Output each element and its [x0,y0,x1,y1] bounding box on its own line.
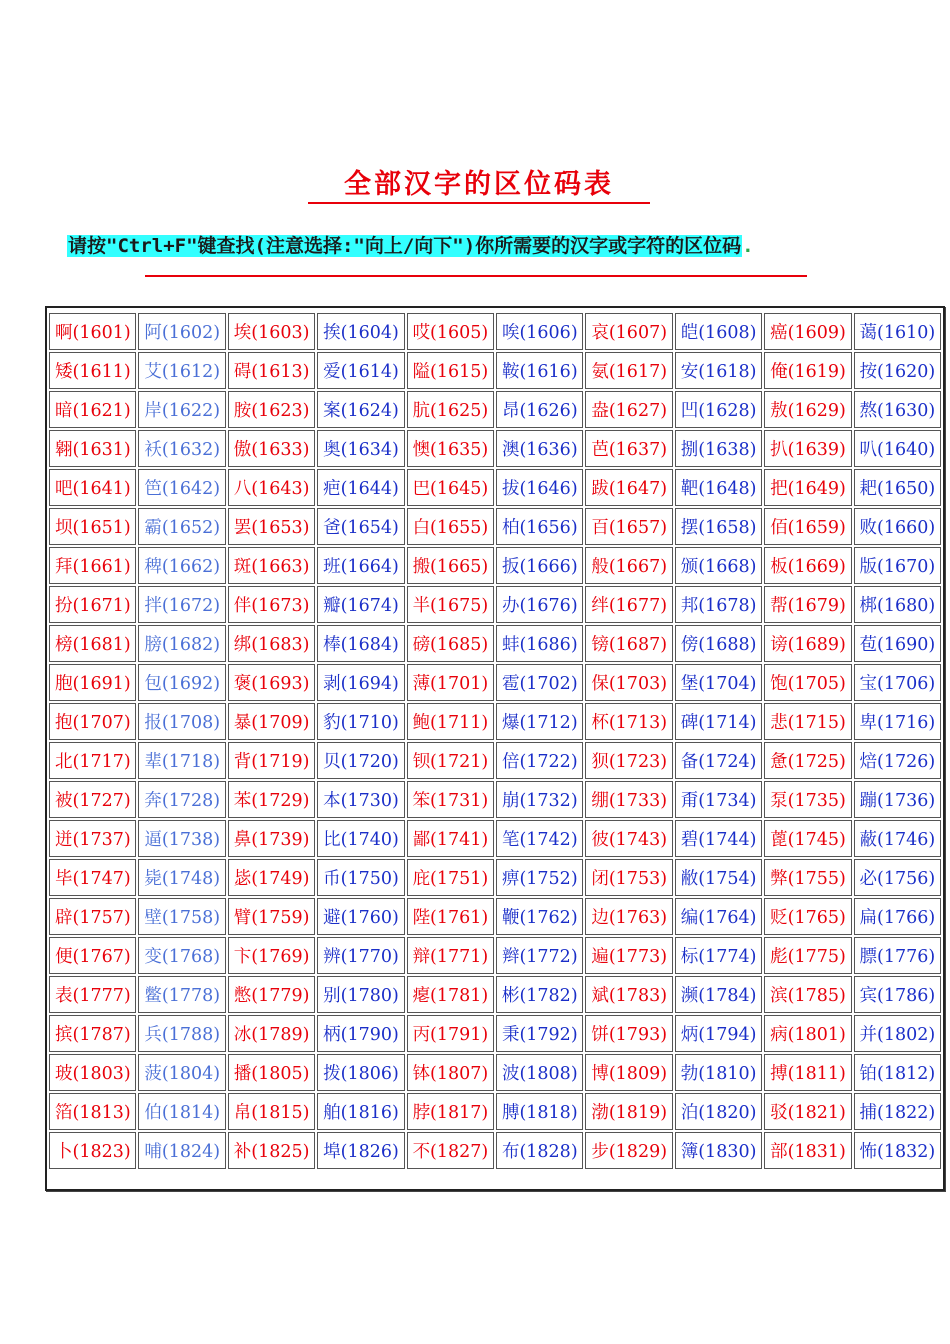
table-cell: 碧(1744) [675,820,762,857]
table-cell: 埠(1826) [317,1132,404,1169]
table-cell: 埃(1603) [228,313,315,350]
table-cell: 板(1669) [764,547,851,584]
table-cell: 胞(1691) [49,664,136,701]
table-cell: 拨(1806) [317,1054,404,1091]
table-cell: 棒(1684) [317,625,404,662]
table-cell: 奥(1634) [317,430,404,467]
table-cell: 陛(1761) [407,898,494,935]
instruction-trailing-dot: . [742,235,754,257]
table-cell: 宝(1706) [854,664,941,701]
table-cell: 悲(1715) [764,703,851,740]
table-row [49,1093,941,1130]
table-cell: 鞭(1762) [496,898,583,935]
table-cell: 辈(1718) [138,742,225,779]
table-cell: 八(1643) [228,469,315,506]
table-cell: 蚌(1686) [496,625,583,662]
table-cell: 辫(1772) [496,937,583,974]
table-cell: 惫(1725) [764,742,851,779]
table-cell: 宾(1786) [854,976,941,1013]
table-cell: 脖(1817) [407,1093,494,1130]
table-cell: 彪(1775) [764,937,851,974]
table-cell: 摈(1787) [49,1015,136,1052]
table-cell: 膊(1818) [496,1093,583,1130]
table-cell: 捌(1638) [675,430,762,467]
table-cell: 菠(1804) [138,1054,225,1091]
table-cell: 傍(1688) [675,625,762,662]
table-cell: 标(1774) [675,937,762,974]
table-cell: 玻(1803) [49,1054,136,1091]
table-cell: 遍(1773) [585,937,672,974]
table-cell: 憋(1779) [228,976,315,1013]
table-cell: 波(1808) [496,1054,583,1091]
table-cell: 补(1825) [228,1132,315,1169]
table-cell: 哺(1824) [138,1132,225,1169]
table-cell: 播(1805) [228,1054,315,1091]
table-cell: 敝(1754) [675,859,762,896]
table-cell: 鲍(1711) [407,703,494,740]
table-row [49,1132,941,1169]
table-cell: 暗(1621) [49,391,136,428]
table-cell: 不(1827) [407,1132,494,1169]
table-cell: 耙(1650) [854,469,941,506]
table-cell: 奔(1728) [138,781,225,818]
table-cell: 鄙(1741) [407,820,494,857]
table-cell: 办(1676) [496,586,583,623]
table-cell: 步(1829) [585,1132,672,1169]
table-row [49,586,941,623]
table-cell: 肮(1625) [407,391,494,428]
table-cell: 爸(1654) [317,508,404,545]
table-cell: 北(1717) [49,742,136,779]
table-cell: 镑(1687) [585,625,672,662]
table-cell: 辨(1770) [317,937,404,974]
table-cell: 按(1620) [854,352,941,389]
table-cell: 巴(1645) [407,469,494,506]
table-cell: 渤(1819) [585,1093,672,1130]
table-cell: 拔(1646) [496,469,583,506]
table-cell: 膘(1776) [854,937,941,974]
table-cell: 磅(1685) [407,625,494,662]
table-cell: 卑(1716) [854,703,941,740]
table-cell: 吧(1641) [49,469,136,506]
table-cell: 半(1675) [407,586,494,623]
table-cell: 翱(1631) [49,430,136,467]
table-cell: 疤(1644) [317,469,404,506]
table-cell: 稗(1662) [138,547,225,584]
table-cell: 狈(1723) [585,742,672,779]
table-cell: 闭(1753) [585,859,672,896]
table-cell: 啊(1601) [49,313,136,350]
table-cell: 报(1708) [138,703,225,740]
table-cell: 敖(1629) [764,391,851,428]
table-cell: 簿(1830) [675,1132,762,1169]
table-row [49,313,941,350]
table-cell: 贝(1720) [317,742,404,779]
table-cell: 暴(1709) [228,703,315,740]
table-cell: 丙(1791) [407,1015,494,1052]
table-cell: 柄(1790) [317,1015,404,1052]
table-cell: 比(1740) [317,820,404,857]
table-cell: 扁(1766) [854,898,941,935]
table-cell: 冰(1789) [228,1015,315,1052]
table-cell: 柏(1656) [496,508,583,545]
table-cell: 驳(1821) [764,1093,851,1130]
table-cell: 碍(1613) [228,352,315,389]
table-cell: 岸(1622) [138,391,225,428]
table-cell: 傲(1633) [228,430,315,467]
table-cell: 矮(1611) [49,352,136,389]
table-cell: 帮(1679) [764,586,851,623]
table-row [49,859,941,896]
table-row [49,820,941,857]
table-cell: 炳(1794) [675,1015,762,1052]
table-cell: 蔽(1746) [854,820,941,857]
table-cell: 扮(1671) [49,586,136,623]
table-cell: 怖(1832) [854,1132,941,1169]
table-cell: 佰(1659) [764,508,851,545]
table-cell: 皑(1608) [675,313,762,350]
table-row [49,391,941,428]
table-cell: 霸(1652) [138,508,225,545]
table-row [49,469,941,506]
table-cell: 布(1828) [496,1132,583,1169]
table-cell: 俺(1619) [764,352,851,389]
table-cell: 贬(1765) [764,898,851,935]
table-cell: 谤(1689) [764,625,851,662]
table-row [49,430,941,467]
table-cell: 箔(1813) [49,1093,136,1130]
table-cell: 白(1655) [407,508,494,545]
table-cell: 苞(1690) [854,625,941,662]
table-cell: 爱(1614) [317,352,404,389]
table-row [49,547,941,584]
table-row [49,703,941,740]
table-cell: 唉(1606) [496,313,583,350]
table-cell: 颁(1668) [675,547,762,584]
table-cell: 钵(1807) [407,1054,494,1091]
table-cell: 甭(1734) [675,781,762,818]
table-row [49,781,941,818]
table-cell: 芭(1637) [585,430,672,467]
table-cell: 蔼(1610) [854,313,941,350]
table-row [49,898,941,935]
table-cell: 笔(1742) [496,820,583,857]
table-cell: 捕(1822) [854,1093,941,1130]
table-cell: 弊(1755) [764,859,851,896]
table-cell: 包(1692) [138,664,225,701]
table-cell: 绑(1683) [228,625,315,662]
table-cell: 雹(1702) [496,664,583,701]
table-cell: 盎(1627) [585,391,672,428]
table-cell: 拌(1672) [138,586,225,623]
table-row [49,664,941,701]
table-cell: 辩(1771) [407,937,494,974]
table-cell: 毕(1747) [49,859,136,896]
table-cell: 钡(1721) [407,742,494,779]
table-cell: 病(1801) [764,1015,851,1052]
table-cell: 苯(1729) [228,781,315,818]
table-cell: 壁(1758) [138,898,225,935]
table-cell: 逼(1738) [138,820,225,857]
table-cell: 焙(1726) [854,742,941,779]
table-cell: 搬(1665) [407,547,494,584]
table-cell: 倍(1722) [496,742,583,779]
table-cell: 般(1667) [585,547,672,584]
table-cell: 瘪(1781) [407,976,494,1013]
table-cell: 泵(1735) [764,781,851,818]
table-cell: 昂(1626) [496,391,583,428]
table-cell: 败(1660) [854,508,941,545]
table-cell: 笨(1731) [407,781,494,818]
table-cell: 鼻(1739) [228,820,315,857]
table-cell: 艾(1612) [138,352,225,389]
table-cell: 抱(1707) [49,703,136,740]
page-title: 全部汉字的区位码表 [308,168,650,204]
table-cell: 褒(1693) [228,664,315,701]
table-cell: 兵(1788) [138,1015,225,1052]
table-cell: 凹(1628) [675,391,762,428]
table-cell: 靶(1648) [675,469,762,506]
table-cell: 隘(1615) [407,352,494,389]
table-cell: 卞(1769) [228,937,315,974]
table-cell: 梆(1680) [854,586,941,623]
table-cell: 澳(1636) [496,430,583,467]
table-cell: 别(1780) [317,976,404,1013]
table-cell: 案(1624) [317,391,404,428]
table-cell: 版(1670) [854,547,941,584]
table-cell: 瓣(1674) [317,586,404,623]
table-cell: 豹(1710) [317,703,404,740]
table-cell: 碑(1714) [675,703,762,740]
divider-line [145,275,807,277]
table-cell: 绷(1733) [585,781,672,818]
table-cell: 保(1703) [585,664,672,701]
table-cell: 挨(1604) [317,313,404,350]
table-cell: 彬(1782) [496,976,583,1013]
table-row [49,625,941,662]
table-cell: 榜(1681) [49,625,136,662]
table-cell: 并(1802) [854,1015,941,1052]
table-cell: 泊(1820) [675,1093,762,1130]
table-cell: 避(1760) [317,898,404,935]
table-cell: 斑(1663) [228,547,315,584]
table-cell: 懊(1635) [407,430,494,467]
table-cell: 杯(1713) [585,703,672,740]
table-cell: 彼(1743) [585,820,672,857]
table-cell: 伴(1673) [228,586,315,623]
table-cell: 薄(1701) [407,664,494,701]
table-cell: 罢(1653) [228,508,315,545]
table-cell: 勃(1810) [675,1054,762,1091]
table-cell: 便(1767) [49,937,136,974]
table-cell: 哎(1605) [407,313,494,350]
table-cell: 部(1831) [764,1132,851,1169]
table-cell: 绊(1677) [585,586,672,623]
table-row [49,976,941,1013]
table-cell: 邦(1678) [675,586,762,623]
table-cell: 滨(1785) [764,976,851,1013]
table-cell: 伯(1814) [138,1093,225,1130]
table-row [49,1015,941,1052]
table-cell: 跋(1647) [585,469,672,506]
table-cell: 崩(1732) [496,781,583,818]
search-instruction [67,232,754,260]
table-row [49,1054,941,1091]
table-cell: 堡(1704) [675,664,762,701]
table-cell: 表(1777) [49,976,136,1013]
table-cell: 扳(1666) [496,547,583,584]
table-cell: 膀(1682) [138,625,225,662]
table-cell: 安(1618) [675,352,762,389]
table-cell: 博(1809) [585,1054,672,1091]
table-cell: 必(1756) [854,859,941,896]
table-cell: 叭(1640) [854,430,941,467]
table-cell: 熬(1630) [854,391,941,428]
table-cell: 边(1763) [585,898,672,935]
table-cell: 背(1719) [228,742,315,779]
code-table-body [49,313,941,1169]
table-cell: 濒(1784) [675,976,762,1013]
code-table-frame [45,306,945,1191]
table-cell: 饼(1793) [585,1015,672,1052]
table-cell: 扒(1639) [764,430,851,467]
table-cell: 辟(1757) [49,898,136,935]
table-cell: 饱(1705) [764,664,851,701]
table-cell: 拜(1661) [49,547,136,584]
table-cell: 臂(1759) [228,898,315,935]
table-cell: 鞍(1616) [496,352,583,389]
table-cell: 蓖(1745) [764,820,851,857]
table-cell: 币(1750) [317,859,404,896]
table-row [49,352,941,389]
table-cell: 摆(1658) [675,508,762,545]
table-cell: 坝(1651) [49,508,136,545]
table-cell: 袄(1632) [138,430,225,467]
table-cell: 变(1768) [138,937,225,974]
table-cell: 笆(1642) [138,469,225,506]
table-row [49,742,941,779]
table-cell: 铂(1812) [854,1054,941,1091]
table-cell: 爆(1712) [496,703,583,740]
table-cell: 庇(1751) [407,859,494,896]
table-cell: 把(1649) [764,469,851,506]
table-cell: 哀(1607) [585,313,672,350]
table-cell: 剥(1694) [317,664,404,701]
table-cell: 卜(1823) [49,1132,136,1169]
table-cell: 备(1724) [675,742,762,779]
table-cell: 痹(1752) [496,859,583,896]
table-cell: 胺(1623) [228,391,315,428]
table-cell: 癌(1609) [764,313,851,350]
table-row [49,508,941,545]
table-cell: 班(1664) [317,547,404,584]
table-cell: 阿(1602) [138,313,225,350]
table-cell: 帛(1815) [228,1093,315,1130]
table-cell: 鳖(1778) [138,976,225,1013]
instruction-text: 请按"Ctrl+F"键查找(注意选择:"向上/向下")你所需要的汉字或字符的区位码 [68,235,742,257]
table-cell: 斌(1783) [585,976,672,1013]
table-cell: 编(1764) [675,898,762,935]
table-cell: 秉(1792) [496,1015,583,1052]
table-cell: 毙(1748) [138,859,225,896]
code-table [47,311,943,1171]
table-cell: 搏(1811) [764,1054,851,1091]
table-cell: 被(1727) [49,781,136,818]
table-row [49,937,941,974]
table-cell: 蹦(1736) [854,781,941,818]
table-cell: 迸(1737) [49,820,136,857]
table-cell: 舶(1816) [317,1093,404,1130]
table-cell: 氨(1617) [585,352,672,389]
table-cell: 毖(1749) [228,859,315,896]
table-cell: 本(1730) [317,781,404,818]
table-cell: 百(1657) [585,508,672,545]
